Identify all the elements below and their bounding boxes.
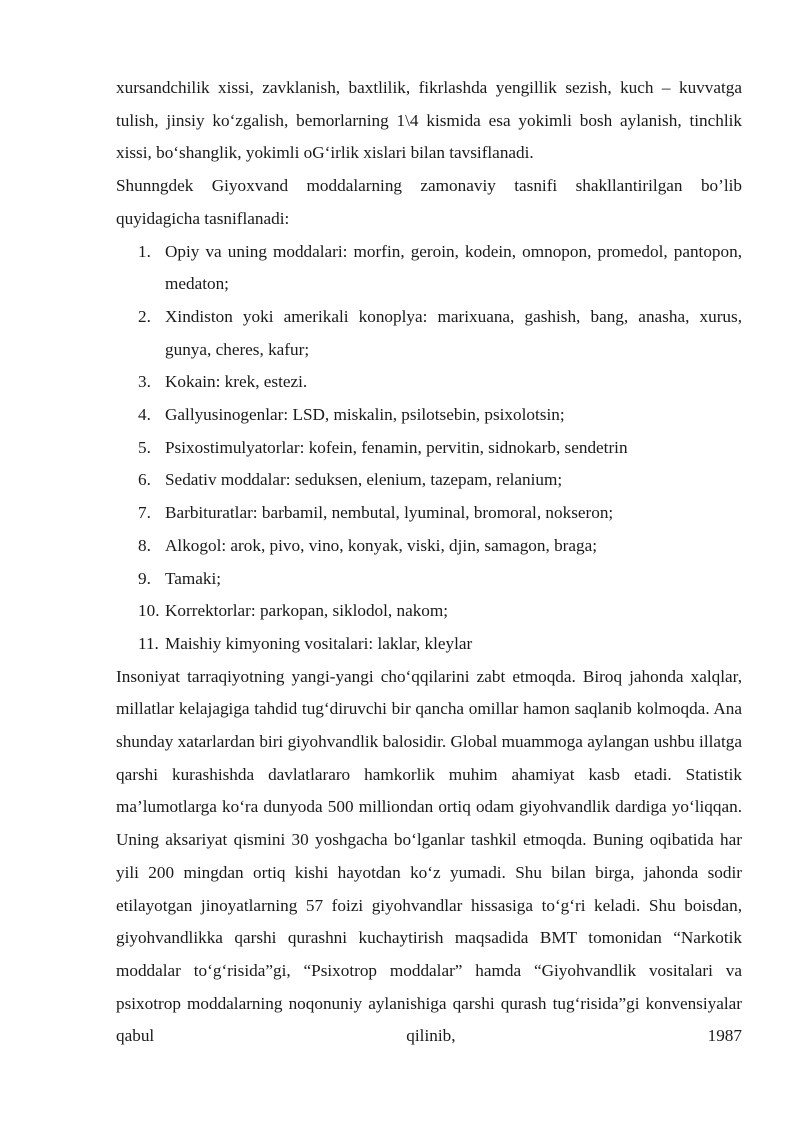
list-item [116, 563, 742, 596]
list-item [116, 236, 742, 301]
list-item [116, 366, 742, 399]
list-item [116, 301, 742, 366]
list-item-number: 6. [138, 470, 151, 490]
list-item [116, 595, 742, 628]
list-item [116, 464, 742, 497]
list-item-text: Kokain: krek, estezi. [165, 372, 308, 392]
list-item [116, 432, 742, 465]
list-item-number: 10. [138, 601, 160, 621]
list-item [116, 628, 742, 661]
list-item-number: 8. [138, 535, 151, 555]
list-item-number: 1. [138, 241, 151, 261]
list-item-text: Opiy va uning moddalari: morfin, geroin, kodein, omnopon, promedol, pantopon, medaton; [165, 241, 742, 294]
list-item-number: 7. [138, 503, 151, 523]
intro-paragraph: xursandchilik xissi, zavklanish, baxtlilik, fikrlashda yengillik sezish, kuch – kuvvatga tulish, jinsiy ko‘zgalish, bemorlarning 1\4 kismida esa yokimli bosh aylanish, tinchlik xissi, bo‘shanglik, yokimli oG‘irlik xislari bilan tavsiflanadi. [116, 78, 742, 163]
list-item-text: Sedativ moddalar: seduksen, elenium, tazepam, relanium; [165, 470, 563, 490]
list-item-text: Korrektorlar: parkopan, siklodol, nakom; [165, 601, 449, 621]
list-item-number: 5. [138, 437, 151, 457]
list-item-text: Xindiston yoki amerikali konoplya: marixuana, gashish, bang, anasha, xurus, gunya, cheres, kafur; [165, 306, 742, 359]
classification-list [116, 236, 742, 661]
list-item [116, 530, 742, 563]
list-item-number: 9. [138, 568, 151, 588]
list-item-text: Maishiy kimyoning vositalari: laklar, kleylar [165, 633, 473, 653]
list-item-text: Gallyusinogenlar: LSD, miskalin, psilotsebin, psixolotsin; [165, 405, 565, 425]
list-item [116, 497, 742, 530]
list-item-number: 3. [138, 372, 151, 392]
list-item-number: 11. [138, 633, 159, 653]
list-item-text: Tamaki; [165, 568, 222, 588]
list-item [116, 399, 742, 432]
list-item-text: Barbituratlar: barbamil, nembutal, lyuminal, bromoral, nokseron; [165, 503, 614, 523]
list-item-text: Alkogol: arok, pivo, vino, konyak, viski, djin, samagon, braga; [165, 535, 598, 555]
classification-intro: Shunngdek Giyoxvand moddalarning zamonaviy tasnifi shakllantirilgan bo’lib quyidagicha tasniflanadi: [116, 176, 742, 228]
closing-paragraph: Insoniyat tarraqiyotning yangi-yangi cho‘qqilarini zabt etmoqda. Biroq jahonda xalqlar, millatlar kelajagiga tahdid tug‘diruvchi bir qancha omillar hamon saqlanib kolmoqda. Ana shunday xatarlardan biri giyohvandlik balosidir. Global muammoga aylangan ushbu illatga qarshi kurashishda davlatlararo hamkorlik muhim ahamiyat kasb etadi. Statistik ma’lumotlarga ko‘ra dunyoda 500 milliondan ortiq odam giyohvandlik dardiga yo‘liqqan. Uning aksariyat qismini 30 yoshgacha bo‘lganlar tashkil etmoqda. Buning oqibatida har yili 200 mingdan ortiq kishi hayotdan ko‘z yumadi. Shu bilan birga, jahonda sodir etilayotgan jinoyatlarning 57 foizi giyohvandlar hissasiga to‘g‘ri keladi. Shu boisdan, giyohvandlikka qarshi qurashni kuchaytirish maqsadida BMT tomonidan “Narkotik moddalar to‘g‘risida”gi, “Psixotrop moddalar” hamda “Giyohvandlik vositalari va psixotrop moddalarning noqonuniy aylanishiga qarshi qurash tug‘risida”gi konvensiyalar qabul qilinib, 1987 [116, 666, 742, 1046]
list-item-number: 4. [138, 405, 151, 425]
list-item-text: Psixostimulyatorlar: kofein, fenamin, pervitin, sidnokarb, sendetrin [165, 437, 628, 457]
document-body [116, 72, 742, 1053]
list-item-number: 2. [138, 306, 151, 326]
